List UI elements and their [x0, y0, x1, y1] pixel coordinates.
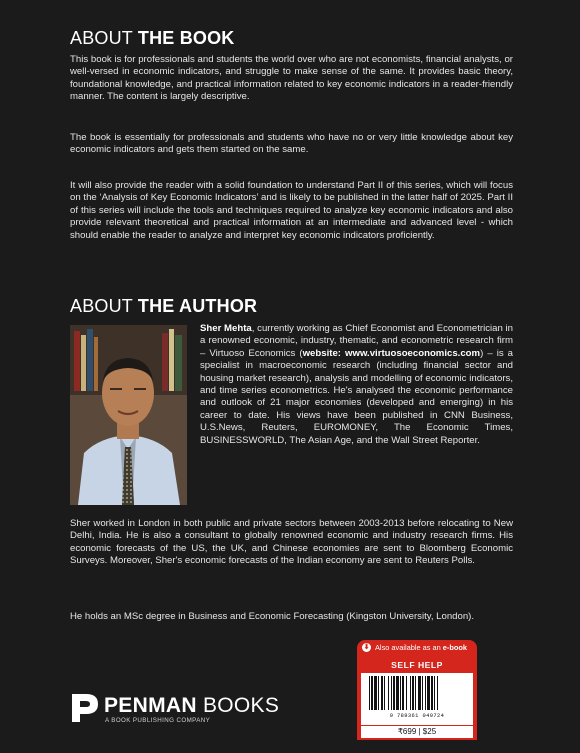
barcode-bar	[388, 676, 389, 710]
publisher-logo	[70, 690, 290, 730]
barcode	[361, 673, 473, 725]
author-website: website: www.virtuosoeconomics.com	[302, 347, 481, 359]
barcode-bar	[396, 676, 399, 710]
about-book-paragraph-2: The book is essentially for professionals and students who have no or very little knowledge about key economic indicators and gets them started on the same.	[70, 132, 513, 156]
author-paragraph-london: Sher worked in London in both public and private sectors between 2003-2013 before relocating to New Delhi, India. He is also a consultant to globally renowned economic and industry research firms. His economic forecasts of the US, the UK, and Chinese economies are sent to Bloomberg Economic Surveys. Moreover, Sher's economic forecasts of the Indian economy are sent to Reuters Polls.	[70, 518, 513, 567]
barcode-bar	[422, 676, 423, 710]
penman-logo-icon	[70, 692, 100, 724]
publisher-name	[104, 694, 279, 718]
about-book-heading-bold: THE BOOK	[137, 28, 235, 48]
author-bio	[200, 323, 513, 447]
barcode-bar	[391, 676, 392, 710]
barcode-bar	[393, 676, 395, 710]
barcode-bar	[437, 676, 438, 710]
author-name: Sher Mehta	[200, 323, 252, 334]
barcode-bar	[381, 676, 383, 710]
publisher-tagline: A BOOK PUBLISHING COMPANY	[105, 717, 211, 724]
author-photo	[70, 325, 187, 505]
barcode-bar	[427, 676, 430, 710]
ebook-text-bold: e-book	[442, 643, 468, 652]
ebook-banner	[357, 640, 477, 655]
publisher-name-bold: PENMAN	[104, 694, 197, 717]
author-bio-part-2: ) – is a specialist in macroeconomic research (including financial sector and housing market research), analysis and modelling of economic indicators, and time series econometrics. He's analysed the economic performance and outlook of 21 major economies (developed and emerging) in his career to date. His views have been published in CNN Business, U.S.News, Reuters, EUROMONEY, The Economic Times, BUSINESSWORLD, The Asian Age, and the Wall Street Reporter.	[200, 347, 513, 446]
barcode-bars	[361, 673, 473, 713]
about-author-heading	[70, 296, 257, 317]
about-book-paragraph-1: This book is for professionals and students the world over who are not economists, financial analysts, or well-versed in economic indicators, and struggle to make sense of the same. It provides basic theory, foundational knowledge, and practical information related to key economic indicators in a reader-friendly manner. The content is largely descriptive.	[70, 54, 513, 103]
barcode-bar	[412, 676, 414, 710]
barcode-bar	[402, 676, 404, 710]
barcode-bar	[400, 676, 401, 710]
barcode-bar	[410, 676, 411, 710]
barcode-bar	[406, 676, 407, 710]
author-bio-part-1: , currently working as Chief Economist and Econometrician in a renowned economic, industry, thematic, and econometric research firm – Virtuoso Economics (	[200, 323, 513, 359]
author-portrait-image	[70, 325, 187, 505]
barcode-bar	[434, 676, 435, 710]
about-author-heading-light: ABOUT	[70, 296, 138, 316]
about-author-heading-bold: THE AUTHOR	[137, 296, 258, 316]
barcode-bar	[371, 676, 373, 710]
publisher-name-light: BOOKS	[196, 694, 280, 717]
ebook-text: Also available as an	[375, 643, 443, 652]
ebook-icon: ⬇	[363, 644, 370, 651]
barcode-bar	[425, 676, 426, 710]
barcode-bar	[418, 676, 421, 710]
about-book-paragraph-3: It will also provide the reader with a solid foundation to understand Part II of this series, which will focus on the ‘Analysis of Key Economic Indicators’ and is likely to be published in the latter half of 2025. Part II of this series will include the tools and techniques required to analyze key economic indicators and also provide relevant theoretical and practical information at an intermediate and advanced level - which should enable the reader to analyze and interpret key economic indicators proficiently.	[70, 180, 513, 241]
author-paragraph-degree: He holds an MSc degree in Business and Economic Forecasting (Kingston University, London).	[70, 611, 475, 622]
isbn-number: 9 789361 049724	[389, 713, 445, 719]
about-book-heading-light: ABOUT	[70, 28, 138, 48]
barcode-bar	[374, 676, 377, 710]
barcode-bar	[431, 676, 433, 710]
barcode-bar	[415, 676, 416, 710]
about-book-heading	[70, 28, 235, 49]
barcode-bar	[369, 676, 370, 710]
price-barcode-label	[357, 640, 477, 740]
price-label: ₹699 | $25	[361, 726, 473, 738]
barcode-bar	[378, 676, 379, 710]
category-label: SELF HELP	[391, 660, 443, 670]
barcode-bar	[384, 676, 385, 710]
